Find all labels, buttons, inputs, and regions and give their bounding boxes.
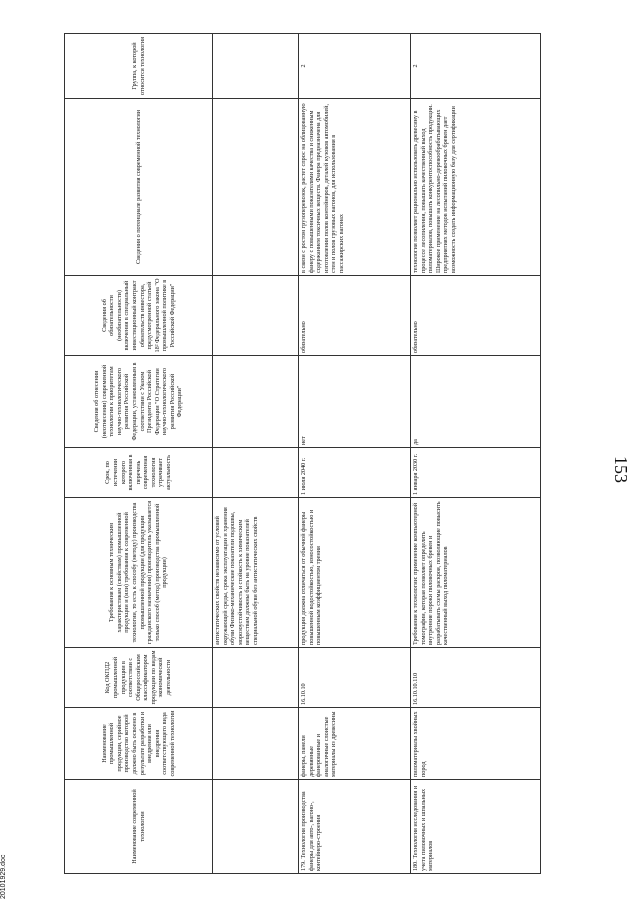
row-requirements: Требования к технологии: применение компьютерной томографии, которая позволяет определять внутренние пороки пиловочных бревен и разрабатывать схемы раскроя, позволяющие повысить качественный выход пиломатериалов: [411, 498, 541, 648]
continuation-row: [213, 34, 299, 874]
row-name: Технология исследования и учета пиловочных и шпальных материалов: [412, 785, 435, 871]
header-okpd: Код ОКПД2 промышленной продукции в соответствии с Общероссийским классификатором продукции по видам экономической деятельности: [65, 648, 213, 708]
page-number: 153: [611, 456, 631, 483]
row-potential: в связи с ростом грузоперевозок, растет спрос на облицованную фанеру с повышенными показателями качества и сниженным содержанием токсичных веществ. Фанера предназначена для изготовления полов контейнеров, деталей кузовов автомобилей, стен и полов грузовых вагонов, для использования в пассажирских вагонах: [299, 99, 411, 276]
row-name-cell: [299, 780, 411, 874]
row-number: 180.: [412, 860, 419, 871]
row-number: 179.: [300, 860, 307, 871]
row-okpd: 16.10.10: [299, 648, 411, 708]
row-potential: технология позволяет рационально использовать древесину в процессе лесопиления, повышать качественный выход пиломатериалов, повышать конкурентоспособность продукции. Широкое применение на лесопильно-деревообрабатывающих предприятиях методов испытаний пиловочных бревен дает возможность создать информационную базу для сертификации: [411, 99, 541, 276]
document-footer: 20101929.doc: [0, 854, 7, 899]
table-row: [411, 34, 541, 874]
row-obligation: обязательно: [411, 276, 541, 356]
row-relation: да: [411, 356, 541, 448]
continuation-requirements: антистатических свойств независимо от условий окружающей среды, срока эксплуатации и хранения обуви Физико-механические показатели подошвы, морозоустойчивость и стойкость к химическим веществам должны быть на уровне показателей специальной обуви без антистатических свойств: [213, 498, 299, 648]
row-group: 2: [411, 34, 541, 99]
row-product: пиломатериалы хвойных пород: [411, 708, 541, 780]
header-row: [65, 34, 213, 874]
header-potential: Сведения о потенциале развития современной технологии: [65, 99, 213, 276]
header-name: Наименование современной технологии: [65, 780, 213, 874]
header-term: Срок, по истечении которого включенная в перечень современная технология утрачивает актуальность: [65, 448, 213, 498]
header-obligation: Сведения об обязательности (необязательности) включения в специальный инвестиционный контракт обязательств инвестора, предусмотренной статьей 18² Федерального закона "О промышленной политике в Российской Федерации": [65, 276, 213, 356]
row-term: 1 января 2030 г.: [411, 448, 541, 498]
row-requirements: продукция должна отличаться от обычной фанеры повышенной водостойкостью, износостойкостью и повышенным коэффициентом трения: [299, 498, 411, 648]
row-product: фанеры, панели деревянные фанерованные и аналогичные слоистые материалы из древесины: [299, 708, 411, 780]
header-requirements: Требования к основным техническим характеристикам (свойствам) промышленной продукции и (или) требования к современной технологии, то есть к способу (методу) производства промышленной продукции (для продукции гражданского назначения) производитель указывается только способ (метод) производства промышленной продукции): [65, 498, 213, 648]
header-group: Группа, к которой относится технология: [65, 34, 213, 99]
header-product: Наименование промышленной продукции, серийное производство которой должно быть освоено в результате разработки и внедрения или внедрения соответствующего вида современной технологии: [65, 708, 213, 780]
row-okpd: 16.10.10.110: [411, 648, 541, 708]
row-name-cell: [411, 780, 541, 874]
row-term: 1 июля 2040 г.: [299, 448, 411, 498]
row-group: 2: [299, 34, 411, 99]
row-obligation: обязательно: [299, 276, 411, 356]
row-relation: нет: [299, 356, 411, 448]
technology-table: [64, 33, 541, 874]
row-name: Технология производства фанеры для авто-, вагоно-, контейнеро-строения: [300, 791, 323, 871]
header-relation: Сведения об отнесении (неотнесении) современной технологии к приоритетам научно-технологического развития Российской Федерации, установленным в соответствии с Указом Президента Российской Федерации "О Стратегии научно-технологического развития Российской Федерации": [65, 356, 213, 448]
table-row: [299, 34, 411, 874]
